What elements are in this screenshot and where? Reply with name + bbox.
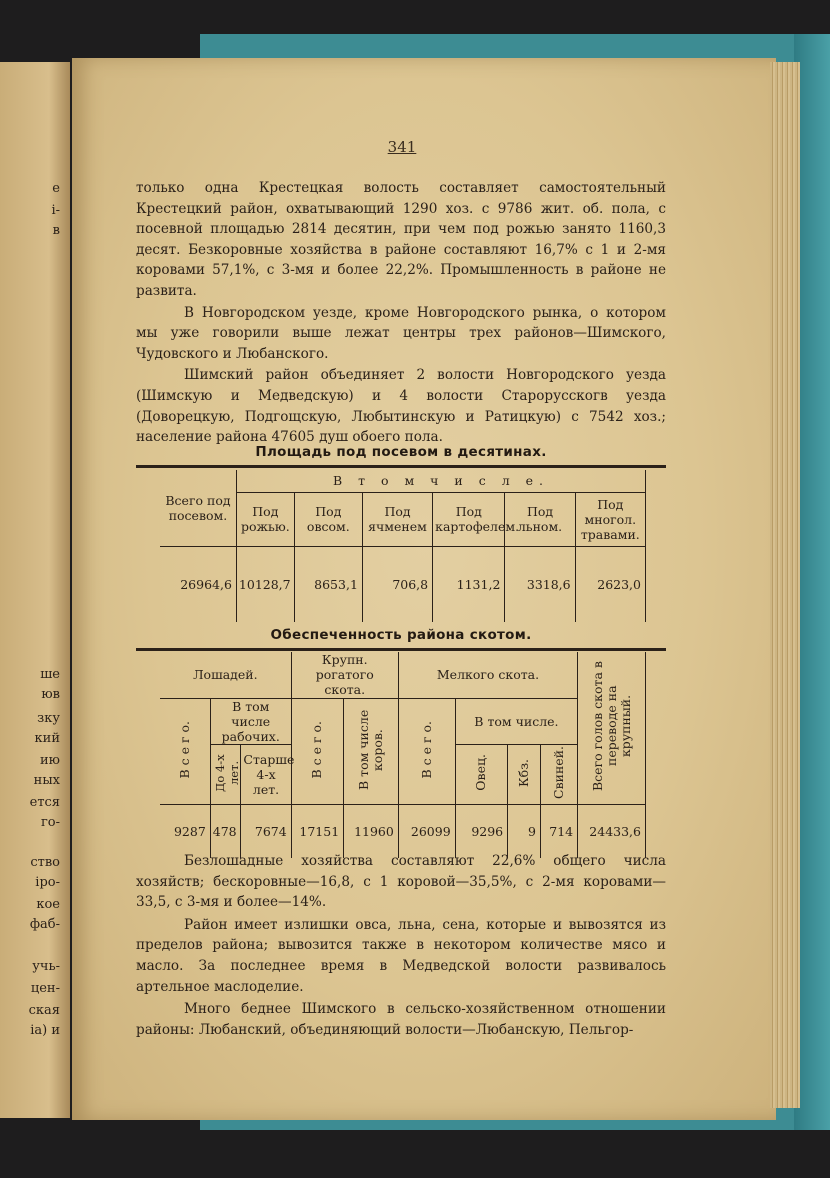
left-page-fragment: і- — [51, 203, 60, 218]
left-page-fragment: го- — [40, 815, 60, 830]
header-total-sown: Всего под посевом. — [160, 470, 236, 546]
group-horses: Лошадей. — [160, 652, 291, 698]
page-edges — [770, 62, 800, 1108]
left-page-fragment: е — [52, 181, 60, 196]
goats-label: Кбз. — [516, 758, 532, 787]
paragraph-1: только одна Крестецкая волость составляет самостоятельный Крестецкий район, охватывающий 1290 хоз. с 9786 жит. об. пола, с посевной площадью 2814 десятин, при чем под рожью занято 1160,3 десят. Безкоровные хозяйства в районе составляют 16,7% с 1 и 2-мя коровами 57,1%, с 3-мя и более 22,2%. Промышленность в районе не развита. — [136, 180, 666, 299]
header-including: В т о м ч и с л е. — [236, 470, 645, 492]
header-grass: Под многол. травами. — [575, 492, 645, 546]
left-page-fragment: юв — [41, 687, 60, 702]
header-small-total — [398, 698, 455, 804]
header-horses-working: В том числе рабочих. — [210, 698, 291, 744]
cell-barley: 706,8 — [362, 546, 432, 622]
header-horses-young — [210, 744, 241, 804]
total-head-label: Всего голов скота в переводе на крупный. — [589, 661, 633, 792]
header-horses-total — [160, 698, 210, 804]
left-page-fragment: ше — [40, 667, 60, 682]
table1-top-rule — [136, 465, 666, 468]
header-barley: Под ячменем — [362, 492, 432, 546]
header-rye: Под рожью. — [236, 492, 294, 546]
paragraph-6: Много беднее Шимского в сельско-хозяйственном отношении районы: Любанский, объединяющий волости—Любанскую, Пельгор- — [136, 1001, 666, 1038]
cell-oats: 8653,1 — [294, 546, 362, 622]
cell-horses-total: 9287 — [160, 804, 210, 858]
header-sheep — [455, 744, 507, 804]
table2-title: Обеспеченность района скотом. — [270, 627, 532, 643]
livestock-table — [160, 652, 646, 858]
left-page-fragment: учь- — [32, 959, 60, 974]
left-page-fragment: фаб- — [29, 917, 60, 932]
cell-sheep: 9296 — [455, 804, 507, 858]
left-page-fragment: ется — [29, 795, 60, 810]
paragraph-3: Шимский район объединяет 2 волости Новгородского уезда (Шимскую и Медведскую) и 4 волости Старорусскогв уезда (Доворецкую, Подгощскую, Любытинскую и Ратицкую) с 7542 хоз.; население района 47605 душ обоего пола. — [136, 367, 666, 446]
cell-potato: 1131,2 — [433, 546, 505, 622]
group-cattle: Крупн. рогатого скота. — [291, 652, 398, 698]
cell-horses-young: 478 — [210, 804, 241, 858]
left-page-fragment: ных — [33, 773, 60, 788]
cell-cattle-total: 17151 — [291, 804, 343, 858]
pigs-label: Свиней. — [551, 746, 567, 799]
cattle-total-label: В с е г о. — [309, 720, 325, 779]
cell-small-total: 26099 — [398, 804, 455, 858]
table2-top-rule — [136, 648, 666, 651]
header-oats: Под овсом. — [294, 492, 362, 546]
left-page-fragment: ство — [30, 855, 60, 870]
horses-young-label: До 4-х лет. — [212, 753, 241, 792]
left-page-fragment: цен- — [30, 981, 60, 996]
cell-rye: 10128,7 — [236, 546, 294, 622]
cell-grass: 2623,0 — [575, 546, 645, 622]
header-horses-old: Старше 4-х лет. — [241, 744, 291, 804]
header-total-head — [578, 652, 646, 804]
cell-goats: 9 — [508, 804, 541, 858]
header-flax: Под льном. — [505, 492, 575, 546]
horses-total-label: В с е г о. — [176, 720, 192, 779]
header-small-including: В том числе. — [455, 698, 577, 744]
text-block-1 — [136, 178, 666, 448]
left-page-fragment: кий — [34, 731, 60, 746]
group-small-stock: Мелкого скота. — [398, 652, 577, 698]
paragraph-4: Безлошадные хозяйства составляют 22,6% общего числа хозяйств; бескоровные—16,8, с 1 коровой—35,5%, с 2-мя коровами—33,5, с 3-мя и более—14%. — [136, 853, 666, 911]
left-page — [0, 62, 70, 1118]
cell-horses-old: 7674 — [241, 804, 291, 858]
header-cows — [344, 698, 399, 804]
left-page-fragment: іа) и — [30, 1023, 60, 1038]
cell-flax: 3318,6 — [505, 546, 575, 622]
header-cattle-total — [291, 698, 343, 804]
left-page-fragment: іро- — [35, 875, 60, 890]
cell-total: 26964,6 — [160, 546, 236, 622]
text-block-2 — [136, 851, 666, 1040]
left-page-fragment: в — [52, 223, 60, 238]
cell-pigs: 714 — [540, 804, 577, 858]
sown-area-table — [160, 470, 646, 622]
cows-label: В том числе коров. — [356, 709, 385, 790]
left-page-fragment: ию — [40, 753, 60, 768]
left-page-fragment: зку — [37, 711, 60, 726]
cell-total-head: 24433,6 — [578, 804, 646, 858]
header-pigs — [540, 744, 577, 804]
paragraph-2: В Новгородском уезде, кроме Новгородского рынка, о котором мы уже говорили выше лежат центры трех районов—Шимского, Чудовского и Любанского. — [136, 304, 666, 362]
small-total-label: В с е г о. — [418, 720, 434, 779]
left-page-fragment: кое — [36, 897, 60, 912]
left-page-fragment: ская — [28, 1003, 60, 1018]
page-number: 341 — [387, 138, 417, 156]
sheep-label: Овец. — [473, 754, 489, 791]
header-goats — [508, 744, 541, 804]
table1-title: Площадь под посевом в десятинах. — [255, 444, 547, 460]
paragraph-5: Район имеет излишки овса, льна, сена, которые и вывозятся из пределов района; вывозится также в некотором количестве мясо и масло. За последнее время в Медведской волости развивалось артельное маслоделие. — [136, 916, 666, 995]
cell-cows: 11960 — [344, 804, 399, 858]
header-potato: Под картофелем. — [433, 492, 505, 546]
